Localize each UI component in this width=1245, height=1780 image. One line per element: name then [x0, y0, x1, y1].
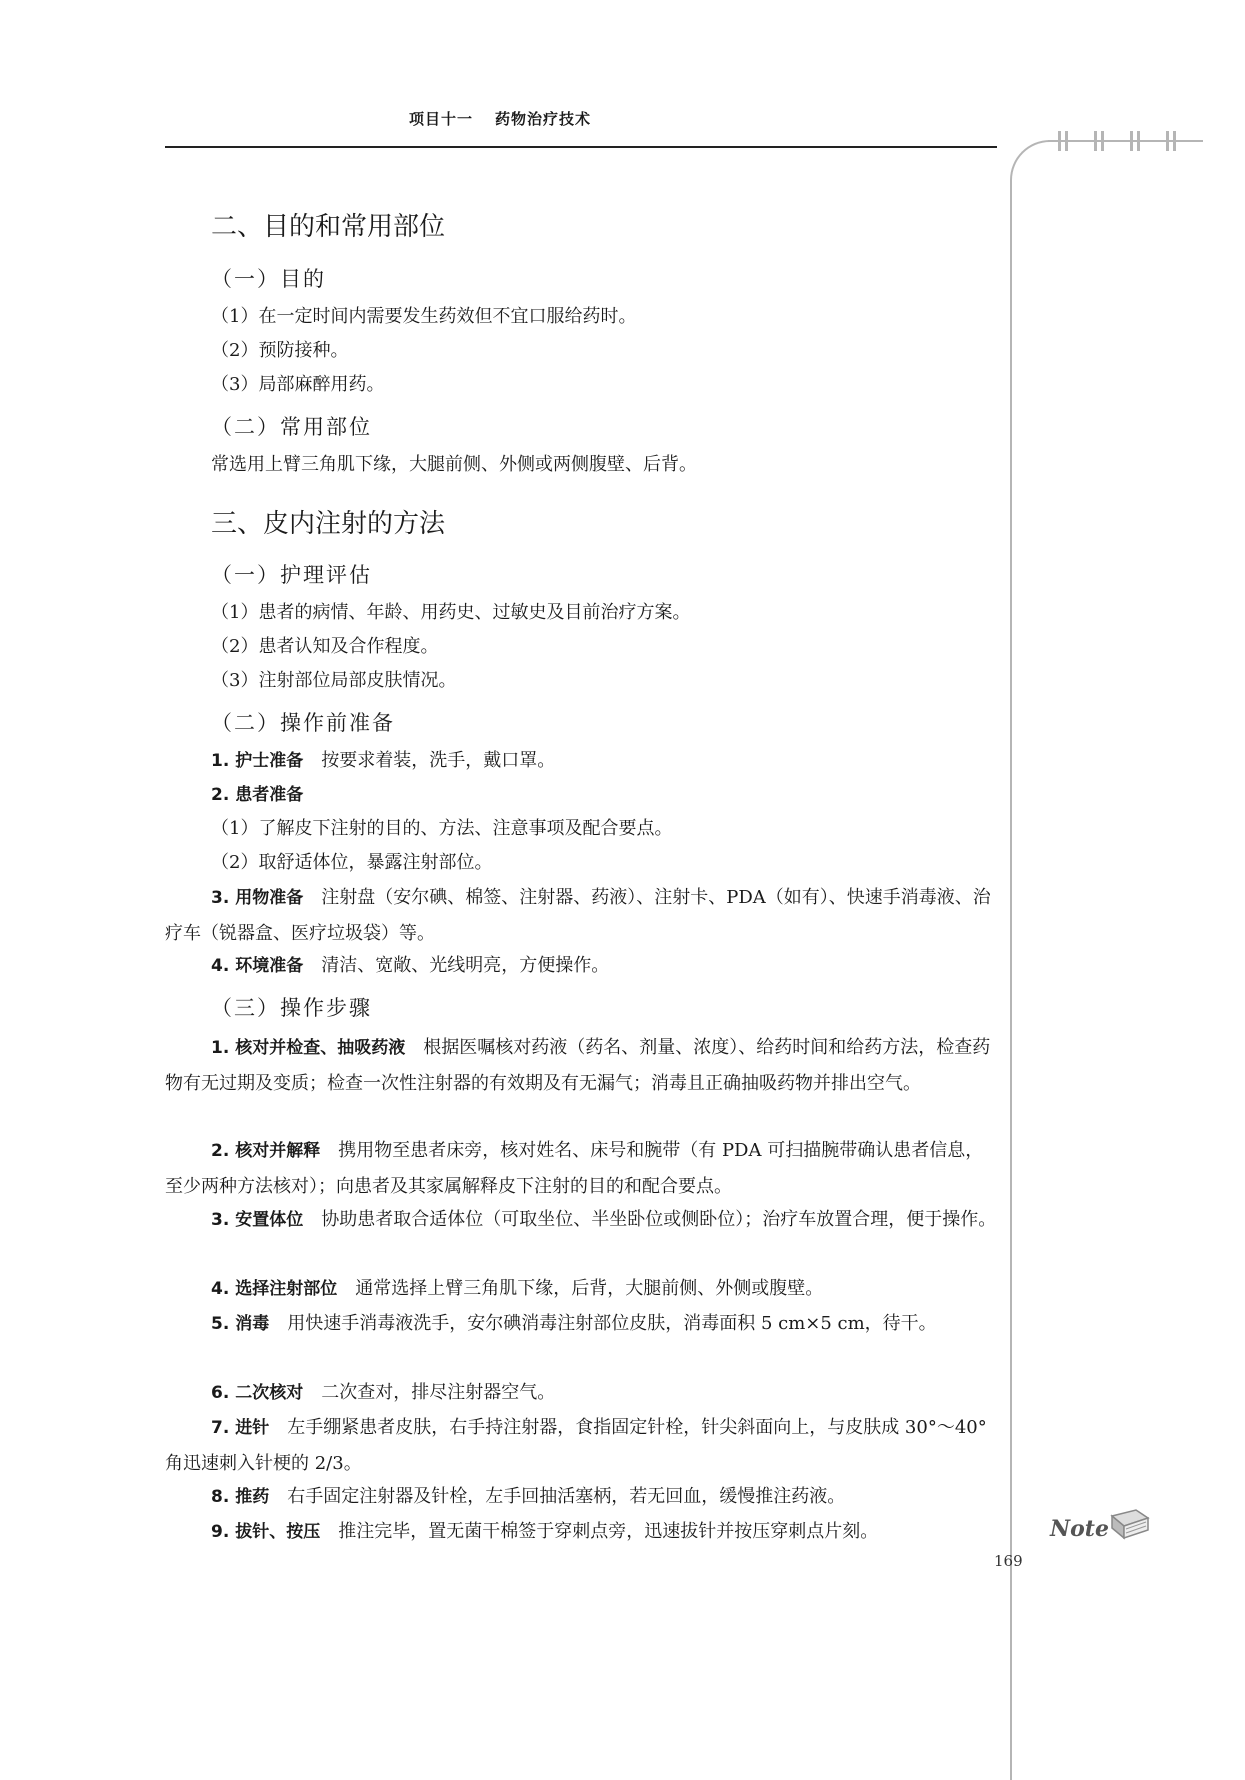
section-3-2-title: （二）操作前准备 [211, 711, 395, 735]
note-logo: Note [1050, 1516, 1109, 1542]
step-label: 2. 核对并解释 [211, 1141, 321, 1161]
book-icon [1106, 1506, 1152, 1542]
header-rule [165, 146, 997, 148]
margin-decoration [1010, 140, 1210, 1620]
prep-label: 1. 护士准备 [211, 751, 304, 771]
step-label: 4. 选择注射部位 [211, 1279, 338, 1299]
page-number: 169 [994, 1552, 1023, 1570]
step-6: 6. 二次核对 二次查对，排尽注射器空气。 [211, 1382, 556, 1403]
step-9: 9. 拔针、按压 推注完毕，置无菌干棉签于穿刺点旁，迅速拔针并按压穿刺点片刻。 [211, 1521, 879, 1542]
list-item: （1）了解皮下注射的目的、方法、注意事项及配合要点。 [211, 818, 673, 839]
step-5: 5. 消毒 用快速手消毒液洗手，安尔碘消毒注射部位皮肤，消毒面积 5 cm×5 cm，待干。 [211, 1313, 937, 1334]
paragraph: 常选用上臂三角肌下缘，大腿前侧、外侧或两侧腹壁、后背。 [211, 454, 697, 475]
step-label: 1. 核对并检查、抽吸药液 [211, 1038, 406, 1058]
prep-supplies: 3. 用物准备 注射盘（安尔碘、棉签、注射器、药液）、注射卡、PDA（如有）、快速手消毒液、治疗车（锐器盒、医疗垃圾袋）等。 [165, 887, 991, 944]
step-8: 8. 推药 右手固定注射器及针栓，左手回抽活塞柄，若无回血，缓慢推注药液。 [211, 1486, 846, 1507]
step-label: 9. 拔针、按压 [211, 1522, 321, 1542]
step-label: 6. 二次核对 [211, 1383, 304, 1403]
list-item: （1）患者的病情、年龄、用药史、过敏史及目前治疗方案。 [211, 602, 691, 623]
step-7: 7. 进针 左手绷紧患者皮肤，右手持注射器，食指固定针栓，针尖斜面向上，与皮肤成 30°～40°角迅速刺入针梗的 2/3。 [165, 1417, 987, 1474]
section-2-2-title: （二）常用部位 [211, 415, 372, 439]
prep-environment: 4. 环境准备 清洁、宽敞、光线明亮，方便操作。 [211, 955, 610, 976]
step-label: 5. 消毒 [211, 1314, 270, 1334]
section-3-title: 三、皮内注射的方法 [211, 509, 446, 539]
section-3-3-title: （三）操作步骤 [211, 996, 372, 1020]
list-item: （2）预防接种。 [211, 340, 349, 361]
step-label: 7. 进针 [211, 1418, 270, 1438]
step-2: 2. 核对并解释 携用物至患者床旁，核对姓名、床号和腕带（有 PDA 可扫描腕带确认患者信息，至少两种方法核对）；向患者及其家属解释皮下注射的目的和配合要点。 [165, 1140, 984, 1197]
running-header [0, 108, 1000, 129]
section-2-title: 二、目的和常用部位 [211, 212, 446, 242]
header-project: 项目十一 [408, 110, 473, 128]
prep-label: 3. 用物准备 [211, 888, 304, 908]
prep-label: 4. 环境准备 [211, 956, 304, 976]
section-2-1-title: （一）目的 [211, 267, 326, 291]
list-item: （2）患者认知及合作程度。 [211, 636, 439, 657]
list-item: （1）在一定时间内需要发生药效但不宜口服给药时。 [211, 306, 637, 327]
header-title: 药物治疗技术 [495, 110, 592, 128]
list-item: （3）注射部位局部皮肤情况。 [211, 670, 457, 691]
step-3: 3. 安置体位 协助患者取合适体位（可取坐位、半坐卧位或侧卧位）；治疗车放置合理，便于操作。 [211, 1209, 997, 1230]
step-1: 1. 核对并检查、抽吸药液 根据医嘱核对药液（药名、剂量、浓度）、给药时间和给药方法，检查药物有无过期及变质；检查一次性注射器的有效期及有无漏气；消毒且正确抽吸药物并排出空气。 [165, 1037, 991, 1094]
tick-marks [1058, 131, 1180, 155]
step-4: 4. 选择注射部位 通常选择上臂三角肌下缘，后背，大腿前侧、外侧或腹壁。 [211, 1278, 824, 1299]
step-label: 8. 推药 [211, 1487, 270, 1507]
step-label: 3. 安置体位 [211, 1210, 304, 1230]
prep-patient [211, 778, 997, 812]
section-3-1-title: （一）护理评估 [211, 563, 372, 587]
list-item: （3）局部麻醉用药。 [211, 374, 385, 395]
prep-label: 2. 患者准备 [211, 785, 304, 805]
prep-nurse: 1. 护士准备 按要求着装，洗手，戴口罩。 [211, 750, 556, 771]
list-item: （2）取舒适体位，暴露注射部位。 [211, 852, 493, 873]
